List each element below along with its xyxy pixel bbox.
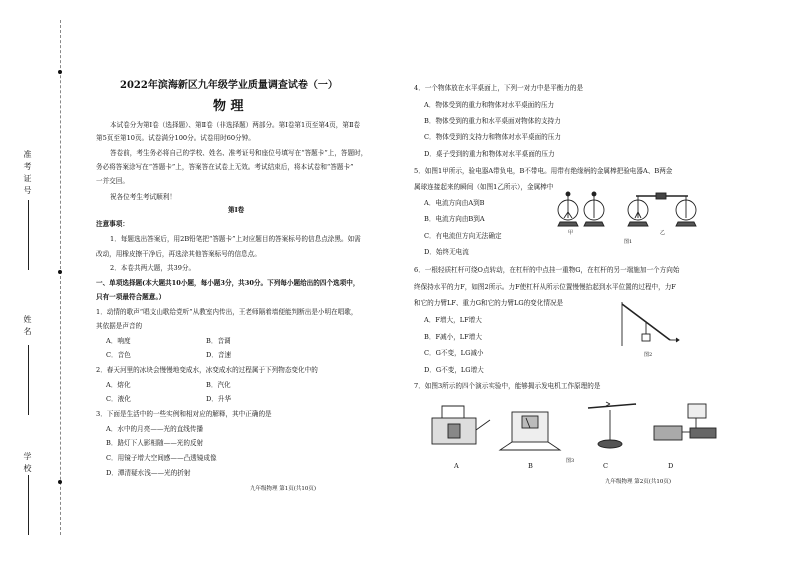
q4-option: D．桌子受到的重力和物体对水平桌面的压力 (424, 150, 555, 158)
part1-heading: 只有一项最符合题意。） (96, 293, 166, 301)
figure1-tag-yi: 乙 (660, 230, 666, 236)
intro-line: 第5页至第10页。试卷满分100分。试卷用时60分钟。 (96, 134, 255, 142)
page-footer-left: 九年级物理 第1页(共10页) (250, 486, 317, 492)
q1-stem: 1．动情的歌声“唱支山歌给党听”从教室内传出，王老师隔着墙便能判断出是小明在唱歌， (96, 308, 358, 316)
figure3-option-d: D (668, 462, 674, 470)
q6-option: D．G不变，LG增大 (424, 366, 484, 374)
school-line (28, 475, 29, 535)
section-title: 第Ⅰ卷 (228, 206, 245, 214)
binding-hole (58, 270, 62, 274)
q4-stem: 4．一个物体放在水平桌面上，下列一对力中是平衡力的是 (414, 84, 584, 92)
figure3-option-b: B (528, 462, 533, 470)
q5-option: B．电流方向由B到A (424, 215, 485, 223)
q4-option: C．物体受到的支持力和物体对水平桌面的压力 (424, 133, 561, 141)
subject-title: 物 理 (213, 99, 244, 114)
q6-stem: 和它的力臂LF、重力G和它的力臂LG的变化情况是 (414, 299, 564, 307)
q2-option: C．液化 (106, 395, 131, 403)
q2-option: B．汽化 (206, 381, 231, 389)
name-line (28, 345, 29, 415)
q6-option: A．F增大，LF增大 (424, 316, 482, 324)
q3-option: B．路灯下人影相随——光的反射 (106, 439, 204, 447)
figure1-tag-jia: 甲 (568, 230, 574, 236)
q1-option: D．音速 (206, 351, 232, 359)
intro-line: 务必将答案涂写在“答题卡”上，答案答在试卷上无效。考试结束后，将本试卷和“答题卡” (96, 163, 354, 171)
q3-option: D．潭清疑水浅——光的折射 (106, 469, 191, 477)
q2-option: D．升华 (206, 395, 232, 403)
part1-heading: 一、单项选择题(本大题共10小题，每小题3分，共30分。下列每小题给出的四个选项中， (96, 279, 360, 287)
figure1-label: 图1 (624, 239, 633, 245)
intro-line: 祝各位考生考试顺利！ (110, 193, 176, 201)
q1-option: C．音色 (106, 351, 131, 359)
ticket-number-line (28, 200, 29, 270)
q5-option: D．始终无电流 (424, 248, 469, 256)
q1-stem: 其依据是声音的 (96, 322, 143, 330)
binding-dashed-line (60, 20, 61, 535)
exam-title: 2022年滨海新区九年级学业质量调查试卷（一） (120, 80, 338, 91)
binding-hole (58, 480, 62, 484)
q3-option: A．水中的月亮——光的直线传播 (106, 425, 204, 433)
name-label: 姓名 (23, 315, 32, 339)
q4-option: A．物体受到的重力和物体对水平桌面的压力 (424, 101, 555, 109)
q1-option: A．响度 (106, 337, 131, 345)
q1-option: B．音调 (206, 337, 231, 345)
figure3-label: 图3 (566, 458, 575, 464)
q3-option: C．用镜子增大空间感——凸透镜成像 (106, 454, 217, 462)
figure3-experiments (430, 400, 720, 456)
notice-line: 2．本卷共两大题，共39分。 (110, 264, 196, 272)
notice-title: 注意事项： (96, 220, 129, 228)
ticket-number-label: 准考证号 (23, 150, 32, 198)
intro-line: 一并交回。 (96, 177, 129, 185)
q4-option: B．物体受到的重力和水平桌面对物体的支持力 (424, 117, 561, 125)
notice-line: 改动，用橡皮擦干净后，再选涂其他答案标号的信息点。 (96, 250, 261, 258)
school-label: 学校 (23, 452, 32, 476)
q2-option: A．熔化 (106, 381, 131, 389)
intro-line: 本试卷分为第Ⅰ卷（选择题）、第Ⅱ卷（非选择题）两部分。第Ⅰ卷第1页至第4页，第Ⅱ卷 (110, 121, 361, 129)
q3-stem: 3．下面是生活中的一些实例和相对应的解释，其中正确的是 (96, 410, 272, 418)
binding-hole (58, 70, 62, 74)
notice-line: 1．每题选出答案后，用2B铅笔把“答题卡”上对应题目的答案标号的信息点涂黑。如需 (110, 235, 361, 243)
q5-option: A．电流方向由A到B (424, 199, 485, 207)
figure3-option-a: A (454, 462, 459, 470)
figure2-lever (620, 300, 680, 350)
q6-stem: 6．一根轻质杠杆可绕O点转动，在杠杆的中点挂一重物G，在杠杆的另一端施加一个方向始 (414, 266, 680, 274)
q6-option: C．G不变，LG减小 (424, 349, 484, 357)
page-footer-right: 九年级物理 第2页(共10页) (605, 479, 672, 485)
q7-stem: 7．如图3所示的四个演示实验中，能够揭示发电机工作原理的是 (414, 382, 601, 390)
figure2-label: 图2 (644, 352, 653, 358)
q2-stem: 2．春天河里的冰块会慢慢地变成水，冰变成水的过程属于下列物态变化中的 (96, 366, 318, 374)
figure3-option-c: C (603, 462, 609, 470)
q5-stem: 属球连接起来的瞬间（如图1乙所示），金属棒中 (414, 183, 554, 191)
q5-option: C．有电流但方向无法确定 (424, 232, 502, 240)
q6-option: B．F减小，LF增大 (424, 333, 482, 341)
q6-stem: 终保持水平的力F，如图2所示。力F使杠杆从所示位置慢慢抬起到水平位置的过程中，力F (414, 283, 676, 291)
q5-stem: 5．如图1甲所示，验电器A带负电，B不带电。用带有绝缘柄的金属棒把验电器A、B两金 (414, 167, 673, 175)
intro-line: 答卷前，考生务必将自己的学校、姓名、准考证号和座位号填写在“答题卡”上，答题时， (110, 149, 368, 157)
